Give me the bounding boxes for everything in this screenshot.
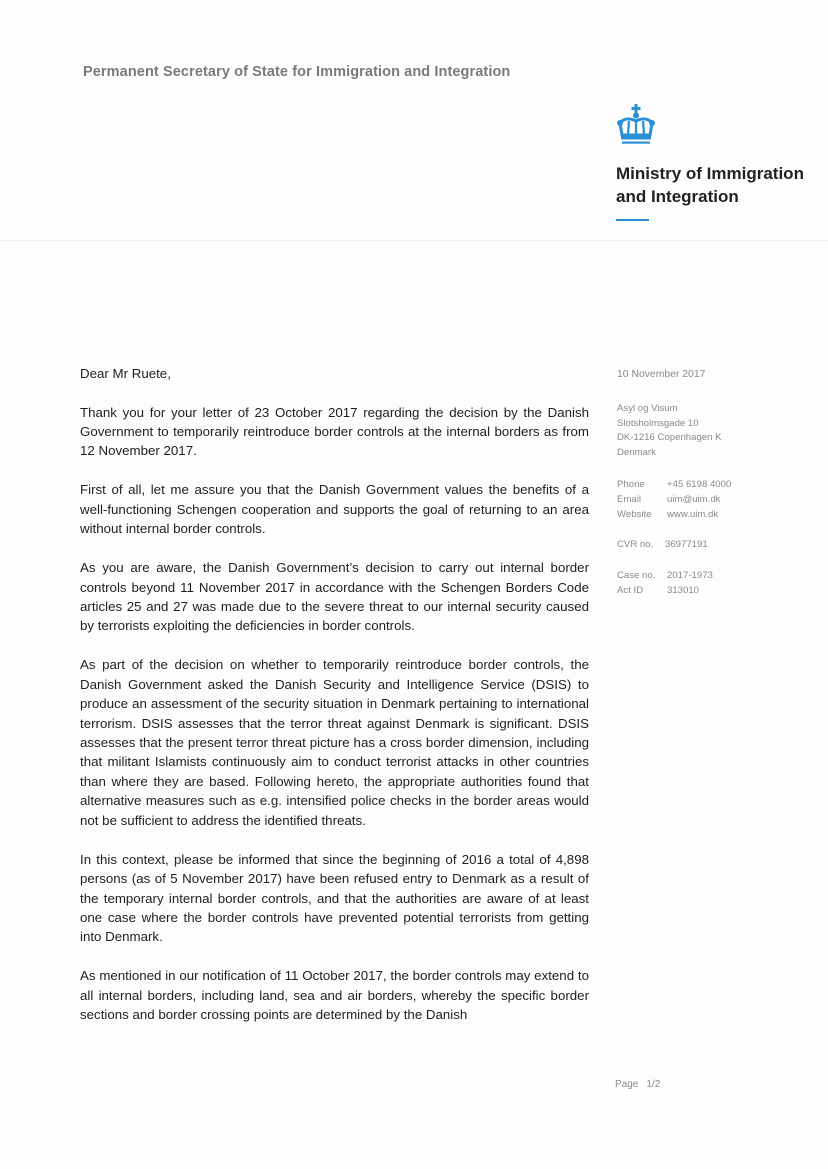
paragraph-6: As mentioned in our notification of 11 October 2017, the border controls may extend to all internal borders, including land, sea and air borders, whereby the specific border sections and border crossing points are determined by the Danish [80, 968, 589, 1023]
phone-label: Phone [617, 478, 645, 490]
ministry-name [616, 162, 821, 208]
ministry-accent-rule [616, 219, 649, 221]
cvr-value: 36977191 [665, 539, 708, 551]
department-address [617, 402, 817, 461]
act-label: Act ID [617, 584, 644, 596]
page-value: 1/2 [646, 1079, 661, 1090]
salutation: Dear Mr Ruete, [80, 366, 171, 381]
cvr-row [617, 538, 708, 553]
paragraph-1: Thank you for your letter of 23 October 2017 regarding the decision by the Danish Government to temporarily reintroduce border controls at the internal borders as from 12 November 2017. [80, 404, 589, 459]
email-row [617, 493, 731, 508]
website-label: Website [617, 508, 652, 520]
website-row [617, 508, 731, 523]
paragraph-4: As part of the decision on whether to temporarily reintroduce border controls, the Danish Government asked the Danish Security and Intelligence Service (DSIS) to produce an assessment of the security situation in Denmark pertaining to international terrorism. DSIS assesses that the terror threat against Denmark is significant. DSIS assesses that the present terror threat picture has a cross border dimension, including that militant Islamists continuously aim to conduct terrorist attacks in other countries than where they are based. Following hereto, the appropriate authorities found that alternative measures such as e.g. intensified police checks in the border areas would not be sufficient to address the identified threats. [80, 657, 589, 828]
ministry-name-line2: and Integration [616, 187, 739, 206]
paragraph-3: As you are aware, the Danish Government’s decision to carry out internal border controls beyond 11 November 2017 in accordance with the Schengen Borders Code articles 25 and 27 was made due to the severe threat to our internal security caused by terrorists exploiting the deficiencies in border controls. [80, 560, 589, 634]
act-row [617, 584, 713, 599]
letter-body [80, 364, 589, 1044]
cvr-details [617, 538, 708, 553]
address-line: Asyl og Visum [617, 402, 678, 414]
case-details [617, 569, 713, 599]
email-label: Email [617, 493, 641, 505]
letter-date: 10 November 2017 [617, 369, 706, 380]
paragraph-2: First of all, let me assure you that the Danish Government values the benefits of a well-functioning Schengen cooperation and supports the goal of returning to an area without internal border controls. [80, 482, 589, 537]
ministry-logo-block [616, 104, 821, 221]
page-number [615, 1079, 660, 1090]
address-line: Denmark [617, 447, 656, 459]
cvr-label: CVR no. [617, 539, 654, 551]
phone-row [617, 478, 731, 493]
ministry-name-line1: Ministry of Immigration [616, 164, 804, 183]
crown-icon [616, 104, 656, 148]
email-value: uim@uim.dk [667, 493, 721, 505]
paragraph-5: In this context, please be informed that since the beginning of 2016 a total of 4,898 persons (as of 5 November 2017) have been refused entry to Denmark as a result of the temporary internal border controls, and that the authorities are aware of at least one case where the border controls have prevented potential terrorists from getting into Denmark. [80, 851, 589, 945]
phone-value: +45 6198 4000 [667, 478, 732, 490]
letter-metadata-sidebar [617, 368, 817, 599]
sender-title: Permanent Secretary of State for Immigration and Integration [83, 64, 511, 80]
case-label: Case no. [617, 570, 656, 582]
address-line: DK-1216 Copenhagen K [617, 432, 722, 444]
header-divider [0, 240, 828, 241]
website-value: www.uim.dk [667, 508, 719, 520]
page-label: Page [615, 1079, 639, 1090]
case-row [617, 569, 713, 584]
address-line: Slotsholmsgade 10 [617, 417, 699, 429]
contact-details [617, 478, 731, 522]
case-value: 2017-1973 [667, 570, 713, 582]
act-value: 313010 [667, 584, 700, 596]
